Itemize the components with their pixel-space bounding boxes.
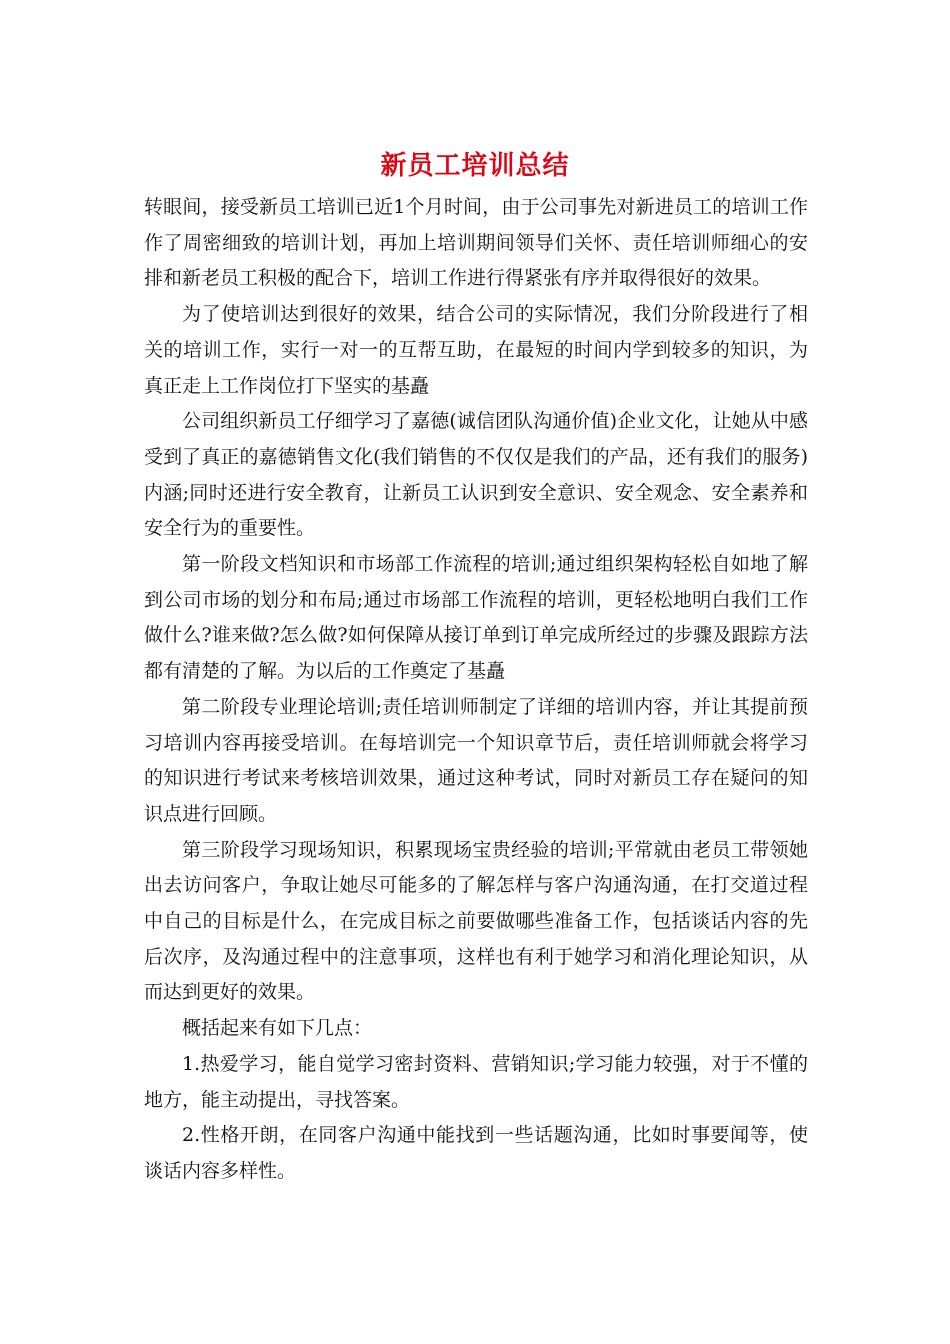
document-title: 新员工培训总结 bbox=[380, 151, 570, 181]
list-item-point-2: 2.性格开朗，在同客户沟通中能找到一些话题沟通，比如时事要闻等，使谈话内容多样性。 bbox=[144, 1124, 808, 1182]
document-body bbox=[144, 190, 808, 1190]
paragraph-stage-one: 第一阶段文档知识和市场部工作流程的培训;通过组织架构轻松自如地了解到公司市场的划分和布局;通过市场部工作流程的培训，更轻松地明白我们工作做什么?谁来做?怎么做?如何保障从接订单到订单完成所经过的步骤及跟踪方法都有清楚的了解。为以后的工作奠定了基矗 bbox=[144, 553, 808, 683]
paragraph-summary-intro: 概括起来有如下几点： bbox=[182, 1017, 373, 1040]
paragraph-stage-two: 第二阶段专业理论培训;责任培训师制定了详细的培训内容，并让其提前预习培训内容再接受培训。在每培训完一个知识章节后，责任培训师就会将学习的知识进行考试来考核培训效果，通过这种考试，同时对新员工存在疑问的知识点进行回顾。 bbox=[144, 695, 808, 825]
paragraph-culture: 公司组织新员工仔细学习了嘉德(诚信团队沟通价值)企业文化，让她从中感受到了真正的嘉德销售文化(我们销售的不仅仅是我们的产品，还有我们的服务)内涵;同时还进行安全教育，让新员工认识到安全意识、安全观念、安全素养和安全行为的重要性。 bbox=[144, 410, 808, 540]
paragraph-intro: 转眼间，接受新员工培训已近1个月时间，由于公司事先对新进员工的培训工作作了周密细致的培训计划，再加上培训期间领导们关怀、责任培训师细心的安排和新老员工积极的配合下，培训工作进行得紧张有序并取得很好的效果。 bbox=[144, 196, 808, 290]
list-item-point-1: 1.热爱学习，能自觉学习密封资料、营销知识;学习能力较强，对于不懂的地方，能主动提出，寻找答案。 bbox=[144, 1052, 808, 1111]
paragraph-stage-three: 第三阶段学习现场知识，积累现场宝贵经验的培训;平常就由老员工带领她出去访问客户，争取让她尽可能多的了解怎样与客户沟通沟通，在打交道过程中自己的目标是什么，在完成目标之前要做哪些准备工作，包括谈话内容的先后次序，及沟通过程中的注意事项，这样也有利于她学习和消化理论知识，从而达到更好的效果。 bbox=[144, 838, 808, 1004]
paragraph-approach: 为了使培训达到很好的效果，结合公司的实际情况，我们分阶段进行了相关的培训工作，实行一对一的互帮互助，在最短的时间内学到较多的知识，为真正走上工作岗位打下坚实的基矗 bbox=[144, 303, 808, 397]
